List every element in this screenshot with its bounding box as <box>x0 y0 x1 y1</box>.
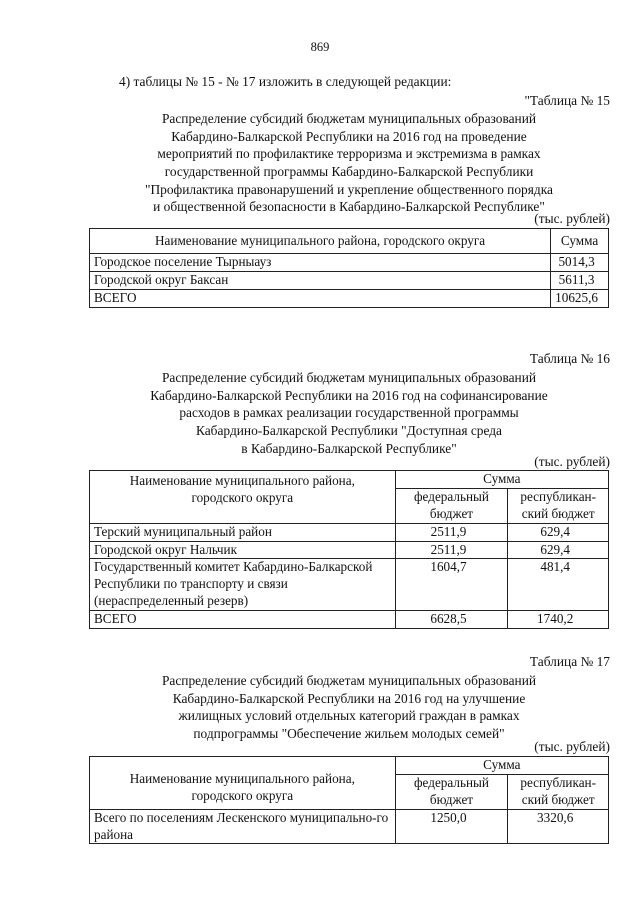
table17-header-republic: республикан-ский бюджет <box>508 774 609 809</box>
table17-title-line: Распределение субсидий бюджетам муниципальных образований <box>161 673 537 688</box>
table15-title-line: и общественной безопасности в Кабардино-Балкарской Республике" <box>153 199 545 215</box>
table-row <box>90 541 609 559</box>
table16 <box>89 470 609 629</box>
table15-title-line: Кабардино-Балкарской Республики на 2016 год на проведение <box>171 128 527 144</box>
table16-title <box>60 369 638 457</box>
table-row <box>90 253 609 271</box>
table-row <box>90 271 609 289</box>
table-row <box>90 809 609 844</box>
row-republic: 481,4 <box>508 559 609 611</box>
table15-title-line: мероприятий по профилактике терроризма и экстремизма в рамках <box>157 146 541 162</box>
table16-header-republic: республикан-ский бюджет <box>508 488 609 523</box>
table17-label: Таблица № 17 <box>529 654 610 669</box>
row-name: ВСЕГО <box>90 611 396 629</box>
table15-header-name: Наименование муниципального района, городского округа <box>90 229 551 254</box>
table16-label: Таблица № 16 <box>529 351 610 366</box>
table15-label: "Таблица № 15 <box>524 93 610 108</box>
table-row <box>90 559 609 611</box>
row-name: Городское поселение Тырныауз <box>90 253 551 271</box>
row-republic: 1740,2 <box>508 611 609 629</box>
table15-header-sum: Сумма <box>551 229 609 254</box>
row-republic: 629,4 <box>508 541 609 559</box>
table17-title-line: жилищных условий отдельных категорий граждан в рамках <box>178 708 520 724</box>
table16-header-sum: Сумма <box>395 471 608 489</box>
row-federal: 2511,9 <box>395 541 508 559</box>
table17-unit: (тыс. рублей) <box>534 739 610 754</box>
table17-header-federal: федеральный бюджет <box>395 774 508 809</box>
row-republic: 629,4 <box>508 523 609 541</box>
row-name: ВСЕГО <box>90 289 551 307</box>
row-sum: 5611,3 <box>551 271 609 289</box>
row-federal: 2511,9 <box>395 523 508 541</box>
row-name: Терский муниципальный район <box>90 523 396 541</box>
table16-unit: (тыс. рублей) <box>534 454 610 469</box>
intro-text: 4) таблицы № 15 - № 17 изложить в следующей редакции: <box>119 74 452 89</box>
table15-title-line: "Профилактика правонарушений и укрепление общественного порядка <box>145 181 553 197</box>
table17-header-sum: Сумма <box>395 757 608 775</box>
page-number: 869 <box>310 40 330 54</box>
table16-header-name: Наименование муниципального района, городского округа <box>90 471 396 524</box>
table17-title-line: Кабардино-Балкарской Республики на 2016 год на улучшение <box>172 690 526 706</box>
row-name: Городской округ Нальчик <box>90 541 396 559</box>
table17-title-line: подпрограммы "Обеспечение жильем молодых семей" <box>193 726 505 742</box>
table-row <box>90 611 609 629</box>
table15 <box>89 228 609 308</box>
table15-title <box>60 110 638 216</box>
table17-title <box>60 672 638 743</box>
table15-unit: (тыс. рублей) <box>534 211 610 226</box>
table15-title-line: Распределение субсидий бюджетам муниципальных образований <box>161 111 537 126</box>
table16-title-line: Распределение субсидий бюджетам муниципальных образований <box>161 370 537 385</box>
table16-title-line: Кабардино-Балкарской Республики "Доступная среда <box>195 423 503 439</box>
row-name: Всего по поселениям Лескенского муниципально-го района <box>90 809 396 844</box>
table16-title-line: Кабардино-Балкарской Республики на 2016 год на софинансирование <box>150 387 548 403</box>
row-name: Государственный комитет Кабардино-Балкарской Республики по транспорту и связи (нераспределенный резерв) <box>90 559 396 611</box>
table-row <box>90 289 609 307</box>
row-federal: 1250,0 <box>395 809 508 844</box>
row-sum: 5014,3 <box>551 253 609 271</box>
row-federal: 6628,5 <box>395 611 508 629</box>
table15-title-line: государственной программы Кабардино-Балкарской Республики <box>164 164 534 180</box>
table16-header-federal: федеральный бюджет <box>395 488 508 523</box>
row-name: Городской округ Баксан <box>90 271 551 289</box>
table17 <box>89 756 609 844</box>
table16-title-line: в Кабардино-Балкарской Республике" <box>241 440 457 456</box>
table-row <box>90 523 609 541</box>
table17-header-name: Наименование муниципального района, городского округа <box>90 757 396 810</box>
row-sum: 10625,6 <box>551 289 609 307</box>
table16-title-line: расходов в рамках реализации государственной программы <box>179 405 519 421</box>
row-federal: 1604,7 <box>395 559 508 611</box>
row-republic: 3320,6 <box>508 809 609 844</box>
